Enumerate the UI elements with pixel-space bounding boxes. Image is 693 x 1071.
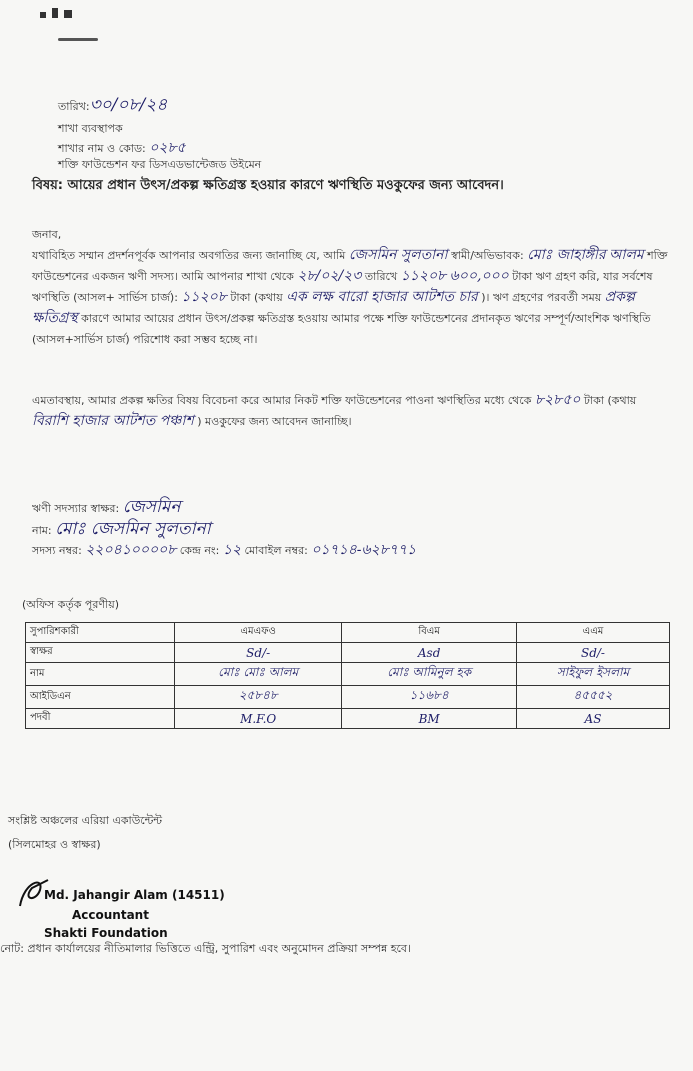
hq-line-1: সংশ্লিষ্ট অঞ্চলের এরিয়া একাউন্টেন্ট — [8, 814, 163, 827]
p1-text-c: শক্তি ফাউন্ডেশনের একজন ঋণী সদস্য। আমি আপনার শাখা থেকে — [32, 249, 668, 283]
p1-text-d: তারিখে — [364, 270, 398, 283]
table-header-row — [26, 623, 670, 643]
cell-am: ৪৫৫৫২ — [516, 686, 669, 709]
p1-text-h: কারণে আমার আয়ের প্রধান উৎস/প্রকল্প ক্ষতিগ্রস্ত হওয়ায় আমার পক্ষে শক্তি ফাউন্ডেশনের প্রদানকৃত ঋণের সম্পূর্ণ/আংশিক ঋণস্থিতি (আসল+সার্ভিস চার্জ) পরিশোধ করা সম্ভব হচ্ছে না। — [32, 312, 651, 346]
office-note: (অফিস কর্তৃক পূরণীয়) — [22, 598, 119, 611]
subject-line: বিষয়: আয়ের প্রধান উৎস/প্রকল্প ক্ষতিগ্রস্ত হওয়ার কারণে ঋণস্থিতি মওকুফের জন্য আবেদন। — [32, 178, 504, 193]
cell-am: সাইফুল ইসলাম — [516, 663, 669, 686]
mobile-value: ০১৭১৪-৬২৮৭৭১ — [311, 542, 417, 558]
cell-mfo: M.F.O — [175, 709, 342, 729]
cell-bm: BM — [342, 709, 517, 729]
member-name-hand: জেসমিন সুলতানা — [348, 247, 448, 263]
note-prefix: নোট: — [0, 942, 24, 955]
cell-mfo: মোঃ মোঃ আলম — [175, 663, 342, 686]
p2-text-c: ) মওকুফের জন্য আবেদন জানাচ্ছি। — [197, 415, 352, 428]
guardian-hand: মোঃ জাহাঙ্গীর — [527, 247, 606, 263]
note-row — [0, 940, 411, 959]
waive-amount-hand: ৮২৮৫০ — [534, 392, 581, 408]
member-name-label: নাম: — [32, 524, 52, 537]
outstanding-hand: ১১২০৮ — [181, 289, 227, 305]
header-am: এএম — [516, 623, 669, 643]
guardian-hand-2: আলম — [609, 247, 644, 263]
salutation: জনাব, — [32, 228, 62, 241]
foundation-name: শক্তি ফাউন্ডেশন ফর ডিসএডভান্টেজড উইমেন — [58, 158, 262, 171]
branch-manager: শাখা ব্যবস্থাপক — [58, 122, 123, 135]
cell-bm: মোঃ আমিনুল হক — [342, 663, 517, 686]
table-row — [26, 663, 670, 686]
member-id-row — [32, 538, 416, 562]
cell-am: Sd/- — [516, 643, 669, 663]
approval-table — [25, 622, 670, 729]
cell-mfo: ২৫৮৪৮ — [175, 686, 342, 709]
center-value: ১২ — [222, 542, 242, 558]
p1-text-b: স্বামী/অভিভাবক: — [451, 249, 524, 262]
row-label: নাম — [26, 663, 175, 686]
member-no-label: সদস্য নম্বর: — [32, 544, 82, 557]
mobile-label: মোবাইল নম্বর: — [244, 544, 308, 557]
signature-label: ঋণী সদস্যার স্বাক্ষর: — [32, 502, 120, 515]
center-label: কেন্দ্র নং: — [179, 544, 220, 557]
row-label: পদবী — [26, 709, 175, 729]
scan-line — [58, 38, 98, 41]
scan-mark-icon — [40, 8, 80, 20]
p2-text-a: এমতাবস্থায়, আমার প্রকল্প ক্ষতির বিষয় বিবেচনা করে আমার নিকট শক্তি ফাউন্ডেশনের পাওনা ঋণস্থিতির মধ্যে থেকে — [32, 394, 532, 407]
waive-words-hand: বিরাশি হাজার আটশত পঞ্চাশ — [32, 413, 194, 429]
date-row — [58, 92, 167, 120]
p1-text-f: টাকা (কথায় — [230, 291, 283, 304]
loan-amount-hand: ৬০০,০০০ — [449, 268, 509, 284]
accountant-title: Accountant — [72, 908, 149, 922]
hq-line-2: (সিলমোহর ও স্বাক্ষর) — [8, 838, 101, 851]
header-mfo: এমএফও — [175, 623, 342, 643]
cell-bm: Asd — [342, 643, 517, 663]
loan-no-hand: ১১২০৮ — [400, 268, 447, 284]
cell-mfo: Sd/- — [175, 643, 342, 663]
branch-code: ০২৮৫ — [149, 140, 186, 156]
note-text: প্রধান কার্যালয়ের নীতিমালার ভিত্তিতে এন্ট্রি, সুপারিশ এবং অনুমোদন প্রক্রিয়া সম্পন্ন হবে। — [27, 942, 411, 955]
row-label: আইডিএন — [26, 686, 175, 709]
member-no-value: ২২০৪১০০০০৮ — [85, 542, 177, 558]
cell-bm: ১১৬৮৪ — [342, 686, 517, 709]
accountant-org: Shakti Foundation — [44, 926, 168, 940]
date-value: ৩০/০৮/২৪ — [89, 95, 168, 115]
header-recommender: সুপারিশকারী — [26, 623, 175, 643]
table-row — [26, 686, 670, 709]
paragraph-2 — [32, 390, 672, 432]
branch-name-code-label: শাখার নাম ও কোড: — [58, 142, 146, 155]
row-label: স্বাক্ষর — [26, 643, 175, 663]
p1-text-e: টাকা ঋণ গ্রহণ করি, যার সর্বশেষ ঋণস্থিতি (আসল+ সার্ভিস চার্জ): — [32, 270, 653, 304]
member-name-value: মোঃ জেসমিন সুলতানা — [55, 519, 211, 539]
p1-text-g: )। ঋণ গ্রহণের পরবর্তী সময় — [481, 291, 602, 304]
p2-text-b: টাকা (কথায় — [583, 394, 637, 407]
header-bm: বিএম — [342, 623, 517, 643]
outstanding-words-hand: এক লক্ষ বারো হাজার আটশত চার — [286, 289, 478, 305]
cell-am: AS — [516, 709, 669, 729]
table-row — [26, 643, 670, 663]
loan-date-hand: ২৮/০২/২৩ — [297, 268, 362, 284]
member-signature: জেসমিন — [122, 497, 181, 517]
date-label: তারিখ: — [58, 100, 90, 113]
p1-text-a: যথাবিহিত সম্মান প্রদর্শনপূর্বক আপনার অবগতির জন্য জানাচ্ছি যে, আমি — [32, 249, 346, 262]
reason-hand: প্রকল্প ক্ষতিগ্রস্থ — [32, 289, 635, 326]
table-row — [26, 709, 670, 729]
accountant-name: Md. Jahangir Alam (14511) — [44, 888, 225, 902]
paragraph-1 — [32, 245, 672, 350]
